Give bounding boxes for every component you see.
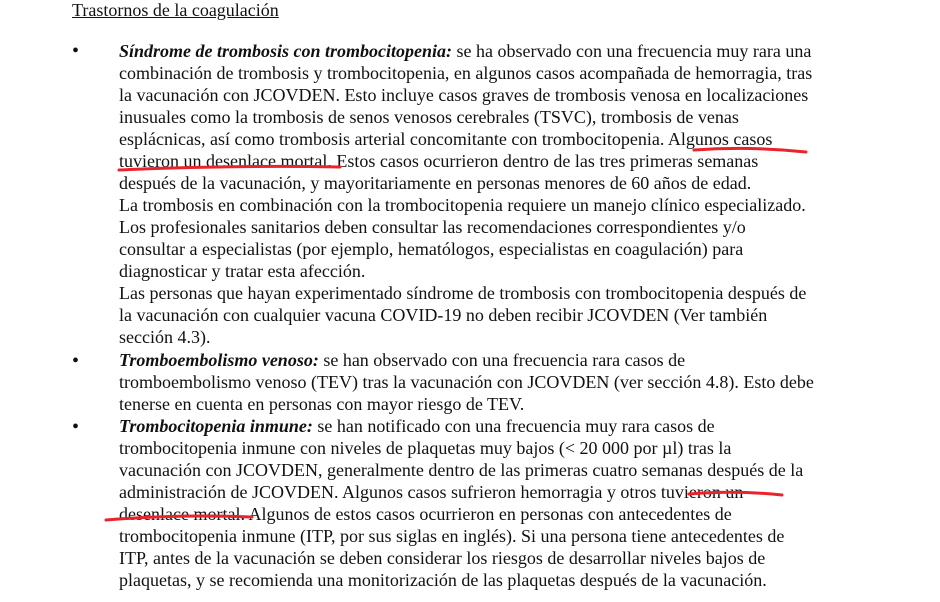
text-line: diagnosticar y tratar esta afección. bbox=[119, 261, 366, 281]
item-term: Trombocitopenia inmune: bbox=[119, 416, 313, 436]
text-line: esplácnicas, así como trombosis arterial concomitante con trombocitopenia. Algunos casos bbox=[119, 129, 773, 149]
bullet-icon: • bbox=[72, 350, 80, 372]
text-line: Los profesionales sanitarios deben consultar las recomendaciones correspondientes y/o bbox=[119, 217, 746, 237]
item-term: Tromboembolismo venoso: bbox=[119, 350, 319, 370]
text-line: trombocitopenia inmune (ITP, por sus siglas en inglés). Si una persona tiene antecedentes de bbox=[119, 526, 785, 546]
text-line: tromboembolismo venoso (TEV) tras la vacunación con JCOVDEN (ver sección 4.8). Esto debe bbox=[119, 372, 814, 392]
text-line: combinación de trombosis y trombocitopenia, en algunos casos acompañada de hemorragia, tras bbox=[119, 63, 813, 83]
text-line: Tromboembolismo venoso: se han observado con una frecuencia rara casos de bbox=[119, 350, 686, 370]
text-line: después de la vacunación, y mayoritariamente en personas menores de 60 años de edad. bbox=[119, 173, 752, 193]
text-line: tenerse en cuenta en personas con mayor riesgo de TEV. bbox=[119, 394, 525, 414]
text-line: sección 4.3). bbox=[119, 327, 211, 347]
bullet-icon: • bbox=[72, 416, 80, 438]
text-line: inusuales como la trombosis de senos venosos cerebrales (TSVC), trombosis de venas bbox=[119, 107, 739, 127]
section-heading: Trastornos de la coagulación bbox=[72, 0, 279, 20]
text-line: vacunación con JCOVDEN, generalmente dentro de las primeras cuatro semanas después de la bbox=[119, 460, 804, 480]
text-line: consultar a especialistas (por ejemplo, hematólogos, especialistas en coagulación) para bbox=[119, 239, 744, 259]
text-line: la vacunación con JCOVDEN. Esto incluye casos graves de trombosis venosa en localizaciones bbox=[119, 85, 809, 105]
text-line: ITP, antes de la vacunación se deben considerar los riesgos de desarrollar niveles bajos de bbox=[119, 548, 766, 568]
text-line: Síndrome de trombosis con trombocitopenia: se ha observado con una frecuencia muy rara una bbox=[119, 41, 812, 61]
text-line: Las personas que hayan experimentado síndrome de trombosis con trombocitopenia después de bbox=[119, 283, 807, 303]
bullet-icon: • bbox=[72, 40, 80, 62]
text-line: plaquetas, y se recomienda una monitorización de las plaquetas después de la vacunación. bbox=[119, 570, 767, 590]
text-line: La trombosis en combinación con la trombocitopenia requiere un manejo clínico especializado. bbox=[119, 195, 806, 215]
text-line: tuvieron un desenlace mortal. Estos casos ocurrieron dentro de las tres primeras semanas bbox=[119, 151, 759, 171]
text-line: la vacunación con cualquier vacuna COVID-19 no deben recibir JCOVDEN (Ver también bbox=[119, 305, 768, 325]
text-line: desenlace mortal. Algunos de estos casos ocurrieron en personas con antecedentes de bbox=[119, 504, 732, 524]
text-line: administración de JCOVDEN. Algunos casos sufrieron hemorragia y otros tuvieron un bbox=[119, 482, 744, 502]
text-line: Trombocitopenia inmune: se han notificado con una frecuencia muy rara casos de bbox=[119, 416, 715, 436]
text-line: trombocitopenia inmune con niveles de plaquetas muy bajos (< 20 000 por µl) tras la bbox=[119, 438, 732, 458]
item-term: Síndrome de trombosis con trombocitopenia: bbox=[119, 41, 453, 61]
